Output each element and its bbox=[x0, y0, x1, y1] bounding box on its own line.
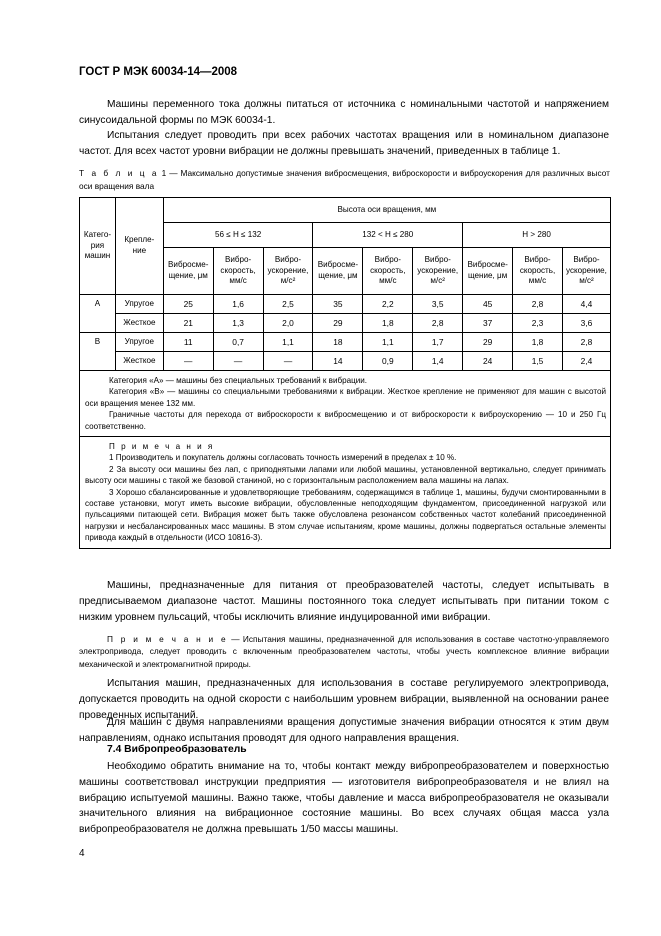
table-caption bbox=[79, 167, 610, 192]
note-text: — Испытания машины, предназначенной для использования в составе частотно-управляемого электропривода, следует проводить с включенным преобразователем частоты, чтобы учесть комплексное влияние вибрации механической и электромагнитной природы. bbox=[79, 634, 609, 669]
value-cell: 1,3 bbox=[213, 314, 263, 333]
notes-title: П р и м е ч а н и я bbox=[109, 442, 215, 452]
value-cell: 4,4 bbox=[562, 295, 610, 314]
value-cell: 11 bbox=[163, 333, 213, 352]
table-legend bbox=[80, 371, 611, 437]
value-cell: 3,5 bbox=[413, 295, 463, 314]
document-header: ГОСТ Р МЭК 60034-14—2008 bbox=[79, 66, 238, 78]
height-range-header: 56 ≤ H ≤ 132 bbox=[163, 223, 313, 248]
note-line: 1 Производитель и покупатель должны согласовать точность измерений в пределах ± 10 %. bbox=[109, 453, 457, 463]
value-cell: 2,8 bbox=[413, 314, 463, 333]
paragraph: Испытания следует проводить при всех рабочих частотах вращения или в номинальном диапазоне частот. Для всех частот уровни вибрации не должны превышать значений, приведенных в таблице 1. bbox=[79, 130, 609, 157]
value-cell: 1,1 bbox=[363, 333, 413, 352]
subcolumn-header: Виброcме-щение, μм bbox=[463, 248, 513, 295]
value-cell: 1,4 bbox=[413, 352, 463, 371]
value-cell: 1,8 bbox=[513, 333, 563, 352]
legend-line: Граничные частоты для перехода от виброскорости к виброcмещению и от виброскорости к виброускорению — 10 и 250 Гц соответственно. bbox=[85, 410, 606, 431]
value-cell: 2,5 bbox=[263, 295, 313, 314]
category-cell bbox=[80, 314, 116, 333]
height-range-header: 132 < H ≤ 280 bbox=[313, 223, 463, 248]
subcolumn-header: Вибро-скорость, мм/с bbox=[213, 248, 263, 295]
subcolumn-header: Виброcме-щение, μм bbox=[163, 248, 213, 295]
value-cell: 25 bbox=[163, 295, 213, 314]
value-cell: 18 bbox=[313, 333, 363, 352]
value-cell: — bbox=[163, 352, 213, 371]
value-cell: 35 bbox=[313, 295, 363, 314]
table-row bbox=[80, 333, 611, 352]
table-caption-text: 1 — Максимально допустимые значения виброcмещения, виброскорости и виброускорения для различных высот оси вращения вала bbox=[79, 168, 610, 191]
legend-line: Категория «В» — машины со специальными требованиями к вибрации. Жесткое крепление не применяют для машин с высотой оси вращения менее 132 мм. bbox=[85, 387, 606, 408]
value-cell: 1,5 bbox=[513, 352, 563, 371]
category-cell: A bbox=[80, 295, 116, 314]
value-cell: 1,1 bbox=[263, 333, 313, 352]
value-cell: 45 bbox=[463, 295, 513, 314]
value-cell: 2,4 bbox=[562, 352, 610, 371]
subcolumn-header: Вибро-скорость, мм/с bbox=[363, 248, 413, 295]
table-row bbox=[80, 314, 611, 333]
subcolumn-header: Вибро-скорость, мм/с bbox=[513, 248, 563, 295]
table-notes bbox=[80, 437, 611, 549]
vibration-limits-table bbox=[79, 197, 611, 549]
note-line: 3 Хорошо сбалансированные и удовлетворяющие требованиям, содержащимся в таблице 1, машины, будучи смонтированными в составе установки, могут иметь высокие вибрации, обусловленные неподходящим фундаментом, присоединенной нагрузкой или пульсациями питающей сети. Вибрация может быть также обусловлена резонансом собственных частот колебаний присоединенной нагрузки и несбалансированных масс машины. В этом случае испытаниям, кроме машины, должны подвергаться остальные элементы привода каждый в отдельности (ИСО 10816-3). bbox=[85, 487, 606, 543]
subcolumn-header: Вибро-ускорение, м/с² bbox=[413, 248, 463, 295]
value-cell: 14 bbox=[313, 352, 363, 371]
value-cell: 2,0 bbox=[263, 314, 313, 333]
column-header-mounting: Крепле-ние bbox=[115, 198, 163, 295]
height-range-header: H > 280 bbox=[463, 223, 611, 248]
column-header-category: Катего-рия машин bbox=[80, 198, 116, 295]
category-cell bbox=[80, 352, 116, 371]
paragraph: Испытания машин, предназначенных для использования в составе регулируемого электропривода, допускается проводить на одной скорости с наибольшим уровнем вибрации, выявленной на основании ранее проведенных испытаний. bbox=[79, 678, 609, 721]
value-cell: 1,8 bbox=[363, 314, 413, 333]
value-cell: 2,2 bbox=[363, 295, 413, 314]
value-cell: 21 bbox=[163, 314, 213, 333]
paragraph: Машины, предназначенные для питания от преобразователей частоты, следует испытывать в предписываемом диапазоне частот. Машины постоянного тока следует испытывать при питании током с низким уровнем пульсаций, чтобы исключить влияние индуцированной ими вибрации. bbox=[79, 580, 609, 623]
table-row bbox=[80, 352, 611, 371]
paragraph: Машины переменного тока должны питаться от источника с номинальными частотой и напряжением синусоидальной формы по МЭК 60034-1. bbox=[79, 99, 609, 126]
value-cell: — bbox=[263, 352, 313, 371]
value-cell: 1,7 bbox=[413, 333, 463, 352]
value-cell: 1,6 bbox=[213, 295, 263, 314]
value-cell: 0,9 bbox=[363, 352, 413, 371]
subcolumn-header: Вибро-ускорение, м/с² bbox=[562, 248, 610, 295]
paragraph: Для машин с двумя направлениями вращения допустимые значения вибрации относятся к этим двум направлениям, однако испытания проводят для одного направления вращения. bbox=[79, 717, 609, 744]
page-number: 4 bbox=[79, 848, 85, 859]
table-row bbox=[80, 295, 611, 314]
table-caption-label: Т а б л и ц а bbox=[79, 168, 159, 178]
column-header-height: Высота оси вращения, мм bbox=[163, 198, 610, 223]
mounting-cell: Упругое bbox=[115, 333, 163, 352]
section-heading: 7.4 Вибропреобразователь bbox=[107, 744, 247, 755]
value-cell: 3,6 bbox=[562, 314, 610, 333]
value-cell: 0,7 bbox=[213, 333, 263, 352]
note-paragraph bbox=[79, 633, 609, 670]
subcolumn-header: Виброcме-щение, μм bbox=[313, 248, 363, 295]
subcolumn-header: Вибро-ускорение, м/с² bbox=[263, 248, 313, 295]
paragraph: Необходимо обратить внимание на то, чтобы контакт между вибропреобразователем и поверхностью машины соответствовал инструкции предприятия — изготовителя вибропреобразователя и не влиял на вибрацию испытуемой машины. Важно также, чтобы давление и масса вибропреобразователя не оказывали значительного влияния на вибрационное состояние машины. Во всех случаях общая масса узла вибропреобразователя не должна превышать 1/50 массы машины. bbox=[79, 761, 609, 836]
note-label: П р и м е ч а н и е bbox=[107, 634, 228, 644]
note-line: 2 За высоту оси машины без лап, с приподнятыми лапами или любой машины, установленной вертикально, следует принимать высоту оси машины с такой же базовой станиной, но с горизонтальным расположением вала машины на лапах. bbox=[85, 464, 606, 486]
value-cell: 2,8 bbox=[513, 295, 563, 314]
mounting-cell: Жесткое bbox=[115, 314, 163, 333]
value-cell: 37 bbox=[463, 314, 513, 333]
value-cell: 24 bbox=[463, 352, 513, 371]
value-cell: 29 bbox=[463, 333, 513, 352]
value-cell: 2,3 bbox=[513, 314, 563, 333]
category-cell: B bbox=[80, 333, 116, 352]
value-cell: 2,8 bbox=[562, 333, 610, 352]
mounting-cell: Жесткое bbox=[115, 352, 163, 371]
legend-line: Категория «А» — машины без специальных требований к вибрации. bbox=[109, 376, 368, 385]
value-cell: — bbox=[213, 352, 263, 371]
value-cell: 29 bbox=[313, 314, 363, 333]
mounting-cell: Упругое bbox=[115, 295, 163, 314]
